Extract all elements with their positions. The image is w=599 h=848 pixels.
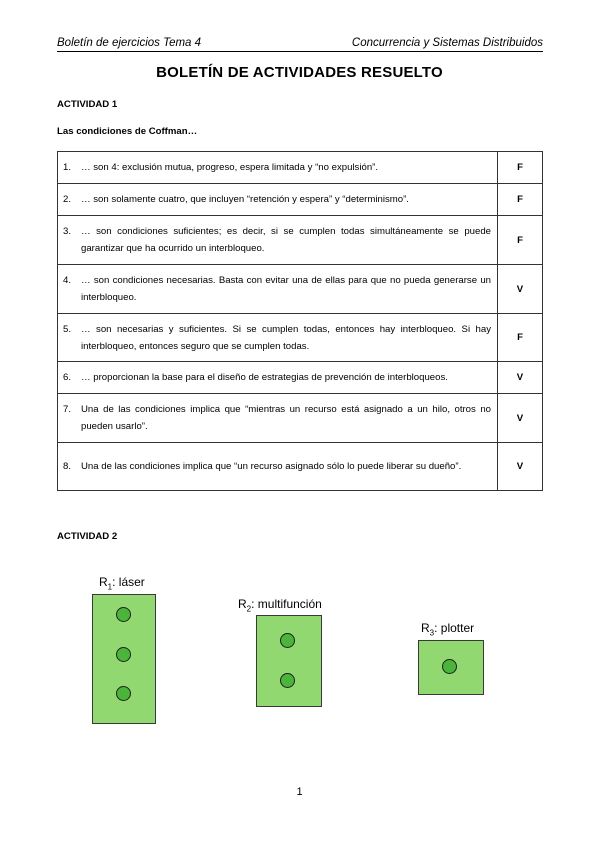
row-answer: F [498, 152, 543, 184]
row-number: 5. [63, 323, 72, 335]
table-row [58, 443, 543, 491]
table-row [58, 152, 543, 184]
row-statement: … son necesarias y suficientes. Si se cumplen todas, entonces hay interbloqueo. Si hay interbloqueo, entonces seguro que se cumplen todas. [81, 323, 491, 352]
table-row [58, 362, 543, 394]
resource-label-r2: $R_2$: multifunción [238, 597, 322, 614]
row-number: 4. [63, 275, 72, 286]
row-number: 3. [63, 226, 72, 237]
row-answer: F [498, 314, 543, 362]
conditions-table [57, 151, 543, 491]
document-title: BOLETÍN DE ACTIVIDADES RESUELTO [156, 64, 443, 81]
activity-1-heading: ACTIVIDAD 1 [57, 99, 118, 110]
row-answer: V [498, 362, 543, 394]
row-number: 1. [63, 162, 72, 173]
activity-2-heading: ACTIVIDAD 2 [57, 531, 118, 542]
page-number: 1 [296, 786, 303, 798]
row-statement: … son solamente cuatro, que incluyen “retención y espera” y “determinismo”. [81, 194, 409, 205]
row-number: 8. [63, 461, 72, 472]
table-row [58, 394, 543, 443]
resource-label-r1: $R_1$: láser [99, 575, 145, 592]
table-row [58, 314, 543, 362]
row-answer: F [498, 184, 543, 216]
row-statement: … son condiciones suficientes; es decir, si se cumplen todas simultáneamente se puede garantizar que ha ocurrido un interbloqueo. [81, 226, 491, 254]
resource-instance-dot [116, 607, 131, 622]
row-answer: V [498, 443, 543, 491]
row-answer: V [498, 394, 543, 443]
resource-label-r3: $R_3$: plotter [421, 621, 475, 638]
page-header [57, 37, 543, 52]
table-row [58, 216, 543, 265]
row-number: 6. [63, 372, 72, 383]
row-answer: F [498, 216, 543, 265]
row-number: 2. [63, 194, 72, 205]
row-answer: V [498, 265, 543, 314]
row-number: 7. [63, 404, 72, 415]
table-row [58, 184, 543, 216]
header-subject: Concurrencia y Sistemas Distribuidos [351, 37, 543, 49]
row-statement: Una de las condiciones implica que “un recurso asignado sólo lo puede liberar su dueño”. [81, 461, 462, 472]
row-statement: … proporcionan la base para el diseño de estrategias de prevención de interbloqueos. [81, 372, 448, 383]
resource-instance-dot [116, 647, 131, 662]
row-statement: … son condiciones necesarias. Basta con evitar una de ellas para que no pueda generarse un interbloqueo. [81, 275, 491, 303]
activity-1-intro: Las condiciones de Coffman… [57, 126, 198, 137]
resource-box-r3 [418, 640, 484, 695]
table-row [58, 265, 543, 314]
resource-instance-dot [116, 686, 131, 701]
header-course-title: Boletín de ejercicios Tema 4 [57, 37, 202, 49]
resource-instance-dot [442, 659, 457, 674]
resource-instance-dot [280, 633, 295, 648]
row-statement: Una de las condiciones implica que “mientras un recurso está asignado a un hilo, otros no pueden usarlo”. [81, 404, 491, 432]
resource-box-r1 [92, 594, 156, 724]
resource-instance-dot [280, 673, 295, 688]
row-statement: … son 4: exclusión mutua, progreso, espera limitada y “no expulsión”. [81, 162, 379, 173]
resource-box-r2 [256, 615, 322, 707]
